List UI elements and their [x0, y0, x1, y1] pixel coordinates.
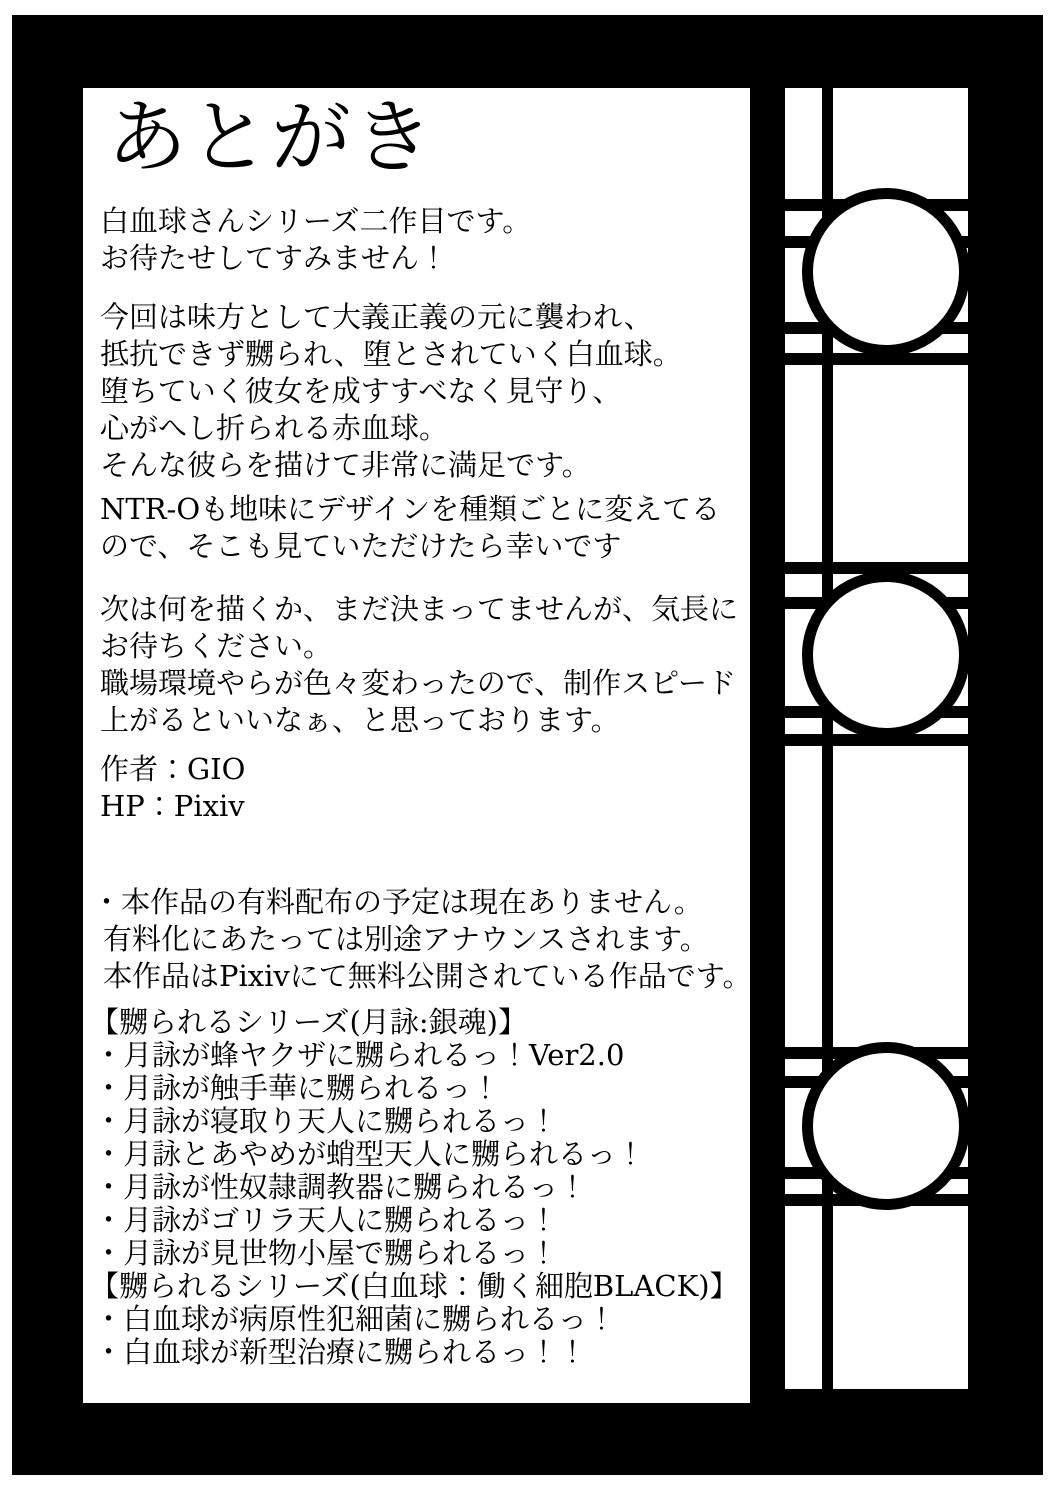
text-line: お待ちください。 [100, 629, 333, 663]
text-line: ・本作品の有料配布の予定は現在ありません。 [92, 885, 703, 919]
paragraph-credits [100, 751, 245, 825]
text-line: HP：Pixiv [100, 789, 245, 823]
page-title: あとがき [107, 91, 435, 184]
paragraph-ntro-design-note [100, 491, 720, 565]
black-board [12, 15, 1043, 1475]
lattice-circle-top [802, 188, 970, 356]
text-line: ので、そこも見ていただけたら幸いです [100, 529, 622, 563]
text-line: ・白血球が新型治療に嬲られるっ！！ [94, 1335, 588, 1369]
text-line: ・月詠がゴリラ天人に嬲られるっ！ [94, 1203, 559, 1237]
paragraph-next-work-note [100, 591, 738, 739]
text-line: そんな彼らを描けて非常に満足です。 [100, 448, 591, 482]
text-line: ・月詠が性奴隷調教器に嬲られるっ！ [94, 1170, 588, 1204]
text-line: 抵抗できず嬲られ、堕とされていく白血球。 [100, 337, 682, 371]
text-line: 上がるといいなぁ、と思っております。 [100, 703, 620, 737]
paragraph-distribution-note [92, 884, 751, 995]
text-line: ・白血球が病原性犯細菌に嬲られるっ！ [94, 1302, 617, 1336]
text-line: 【嬲られるシリーズ(白血球：働く細胞BLACK)】 [90, 1269, 739, 1303]
text-line: 有料化にあたっては別途アナウンスされます。 [103, 922, 709, 956]
series-list [90, 1006, 739, 1369]
paragraph-series-intro [100, 203, 531, 277]
text-line: ・月詠とあやめが蛸型天人に嬲られるっ！ [94, 1137, 646, 1171]
text-line: 職場環境やらが色々変わったので、制作スピード [100, 666, 736, 700]
text-line: 次は何を描くか、まだ決まってませんが、気長に [100, 592, 739, 626]
text-line: NTR-Oも地味にデザインを種類ごとに変えてる [100, 492, 721, 526]
text-line: 心がへし折られる赤血球。 [100, 411, 449, 445]
text-line: ・月詠が見世物小屋で嬲られるっ！ [94, 1236, 559, 1270]
text-line: 堕ちていく彼女を成すすべなく見守り、 [100, 374, 622, 408]
lattice-circle-bottom [802, 1042, 970, 1210]
text-line: 今回は味方として大義正義の元に襲われ、 [100, 300, 653, 334]
afterword-panel [83, 88, 750, 1403]
text-line: ・月詠が寝取り天人に嬲られるっ！ [94, 1104, 559, 1138]
text-line: 【嬲られるシリーズ(月詠:銀魂)】 [90, 1005, 527, 1039]
text-line: ・月詠が触手華に嬲られるっ！ [94, 1071, 501, 1105]
text-line: ・月詠が蜂ヤクザに嬲られるっ！Ver2.0 [94, 1038, 625, 1072]
text-line: 白血球さんシリーズ二作目です。 [100, 204, 532, 238]
text-line: 本作品はPixivにて無料公開されている作品です。 [103, 959, 752, 993]
text-line: 作者：GIO [100, 752, 246, 786]
lattice-circle-middle [802, 571, 970, 739]
text-line: お待たせしてすみません！ [100, 241, 449, 275]
paragraph-story-comment [100, 299, 682, 484]
